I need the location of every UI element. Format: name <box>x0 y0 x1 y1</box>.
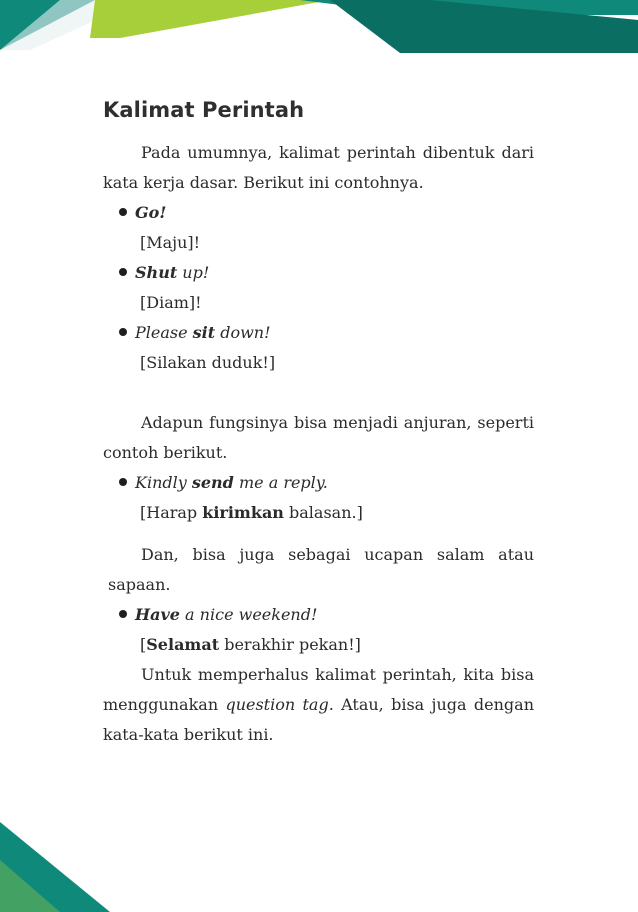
translation-2: [Diam]! <box>140 293 202 312</box>
translation-1: [Maju]! <box>140 233 201 252</box>
section-heading: Kalimat Perintah <box>103 98 305 122</box>
bullet-icon <box>119 268 127 276</box>
example-item-5: Have a nice weekend! <box>119 600 317 630</box>
greeting-paragraph-line1: Dan, bisa juga sebagai ucapan salam atau <box>141 545 534 564</box>
example-item-3: Please sit down! <box>119 318 271 348</box>
intro-paragraph: Pada umumnya, kalimat perintah dibentuk dari kata kerja dasar. Berikut ini contohnya. <box>103 143 534 192</box>
advice-paragraph: Adapun fungsinya bisa menjadi anjuran, seperti contoh berikut. <box>103 413 534 462</box>
bullet-icon <box>119 208 127 216</box>
example-item-2: Shut up! <box>119 258 209 288</box>
example-item-4: Kindly send me a reply. <box>119 468 328 498</box>
translation-4: [Harap kirimkan balasan.] <box>140 503 363 522</box>
top-decoration <box>0 0 638 60</box>
translation-3: [Silakan duduk!] <box>140 353 276 372</box>
greeting-paragraph-line2: sapaan. <box>108 575 171 594</box>
example-item-1: Go! <box>119 198 166 228</box>
softening-paragraph: Untuk memperhalus kalimat perintah, kita bisa menggunakan question tag. Atau, bisa juga dengan kata-kata berikut ini. <box>103 665 534 744</box>
bullet-icon <box>119 610 127 618</box>
translation-5: [Selamat berakhir pekan!] <box>140 635 361 654</box>
bullet-icon <box>119 478 127 486</box>
bullet-icon <box>119 328 127 336</box>
